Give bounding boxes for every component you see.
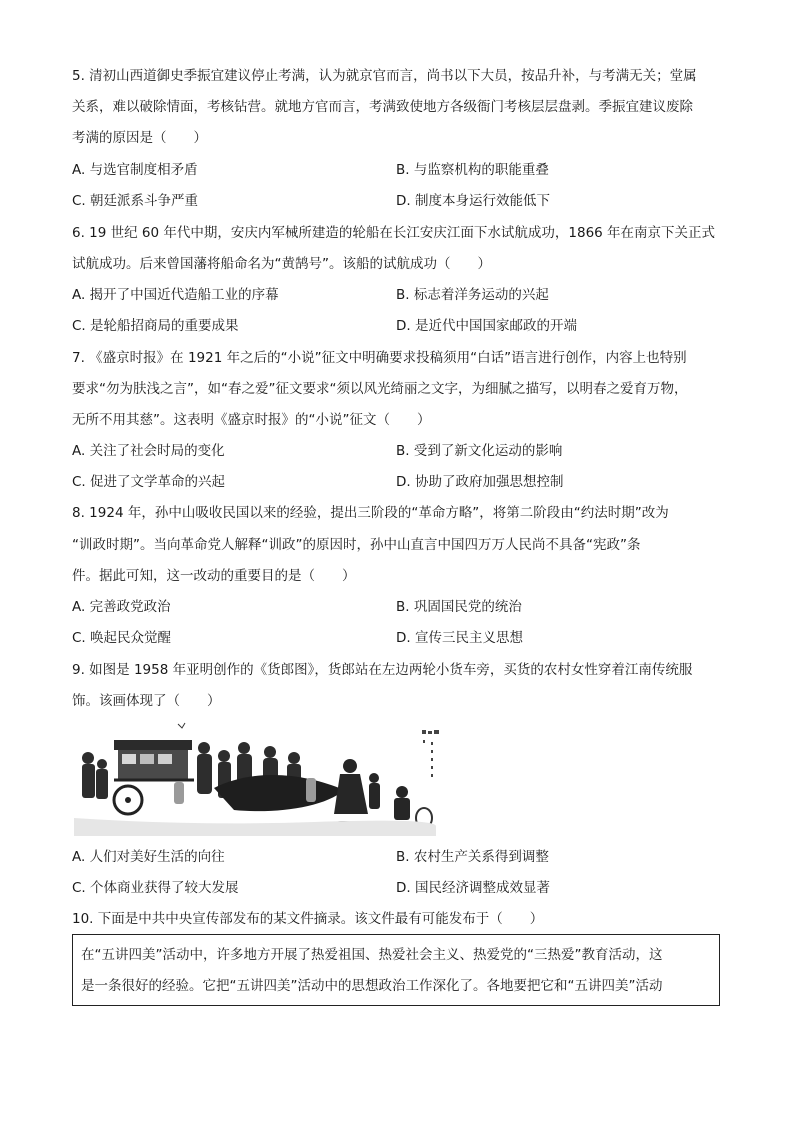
- q8-option-d: D. 宣传三民主义思想: [396, 630, 523, 646]
- painting-image: [74, 718, 436, 836]
- q10-quote-line-1: 在“五讲四美”活动中，许多地方开展了热爱祖国、热爱社会主义、热爱党的“三热爱”教育活动，这: [81, 947, 663, 963]
- q7-option-d: D. 协助了政府加强思想控制: [396, 474, 564, 490]
- q7-option-c: C. 促进了文学革命的兴起: [72, 474, 226, 490]
- q8-option-a: A. 完善政党政治: [72, 599, 171, 615]
- q9-option-b: B. 农村生产关系得到调整: [396, 849, 549, 865]
- q8-stem-line-2: “训政时期”。当向革命党人解释“训政”的原因时，孙中山直言中国四万万人民尚不具备“宪政”条: [72, 537, 641, 553]
- q7-stem-line-1: 7. 《盛京时报》在 1921 年之后的“小说”征文中明确要求投稿须用“白话”语言进行创作，内容上也特别: [72, 350, 687, 366]
- q6-option-c: C. 是轮船招商局的重要成果: [72, 318, 239, 334]
- q8-stem-line-1: 8. 1924 年，孙中山吸收民国以来的经验，提出三阶段的“革命方略”，将第二阶段由“约法时期”改为: [72, 505, 669, 521]
- q6-option-d: D. 是近代中国国家邮政的开端: [396, 318, 577, 334]
- q5-option-a: A. 与选官制度相矛盾: [72, 162, 198, 178]
- q9-stem-line-2: 饰。该画体现了（ ）: [72, 693, 221, 709]
- q7-stem-line-3: 无所不用其慈”。这表明《盛京时报》的“小说”征文（ ）: [72, 412, 431, 428]
- q6-stem-line-2: 试航成功。后来曾国藩将船命名为“黄鹄号”。该船的试航成功（ ）: [72, 256, 491, 272]
- q5-stem-line-2: 关系，难以破除情面，考核钻营。就地方官而言，考满致使地方各级衙门考核层层盘剥。季振宜建议废除: [72, 99, 693, 115]
- q10-stem-line-1: 10. 下面是中共中央宣传部发布的某文件摘录。该文件最有可能发布于（ ）: [72, 911, 544, 927]
- q6-option-b: B. 标志着洋务运动的兴起: [396, 287, 549, 303]
- q9-option-a: A. 人们对美好生活的向往: [72, 849, 225, 865]
- q5-option-c: C. 朝廷派系斗争严重: [72, 193, 199, 209]
- q7-option-b: B. 受到了新文化运动的影响: [396, 443, 563, 459]
- q8-stem-line-3: 件。据此可知，这一改动的重要目的是（ ）: [72, 568, 356, 584]
- q6-stem-line-1: 6. 19 世纪 60 年代中期，安庆内军械所建造的轮船在长江安庆江面下水试航成功，1866 年在南京下关正式: [72, 225, 716, 241]
- q5-stem-line-1: 5. 清初山西道御史季振宜建议停止考满，认为就京官而言，尚书以下大员，按品升补，与考满无关；堂属: [72, 68, 697, 84]
- q5-option-d: D. 制度本身运行效能低下: [396, 193, 550, 209]
- q5-stem-line-3: 考满的原因是（ ）: [72, 130, 207, 146]
- q8-option-c: C. 唤起民众觉醒: [72, 630, 172, 646]
- q10-quote-line-2: 是一条很好的经验。它把“五讲四美”活动中的思想政治工作深化了。各地要把它和“五讲四美”活动: [81, 978, 663, 994]
- q9-stem-line-1: 9. 如图是 1958 年亚明创作的《货郎图》，货郎站在左边两轮小货车旁，买货的农村女性穿着江南传统服: [72, 662, 693, 678]
- q6-option-a: A. 揭开了中国近代造船工业的序幕: [72, 287, 279, 303]
- q10-quote-box: [72, 934, 720, 1006]
- q9-option-d: D. 国民经济调整成效显著: [396, 880, 550, 896]
- q7-stem-line-2: 要求“勿为肤浅之言”，如“春之爱”征文要求“须以风光绮丽之文字，为细腻之描写，以明春之爱育万物，: [72, 381, 688, 397]
- calligraphy-seal-icon: [420, 728, 446, 784]
- q5-option-b: B. 与监察机构的职能重叠: [396, 162, 549, 178]
- q9-option-c: C. 个体商业获得了较大发展: [72, 880, 239, 896]
- q8-option-b: B. 巩固国民党的统治: [396, 599, 522, 615]
- q7-option-a: A. 关注了社会时局的变化: [72, 443, 225, 459]
